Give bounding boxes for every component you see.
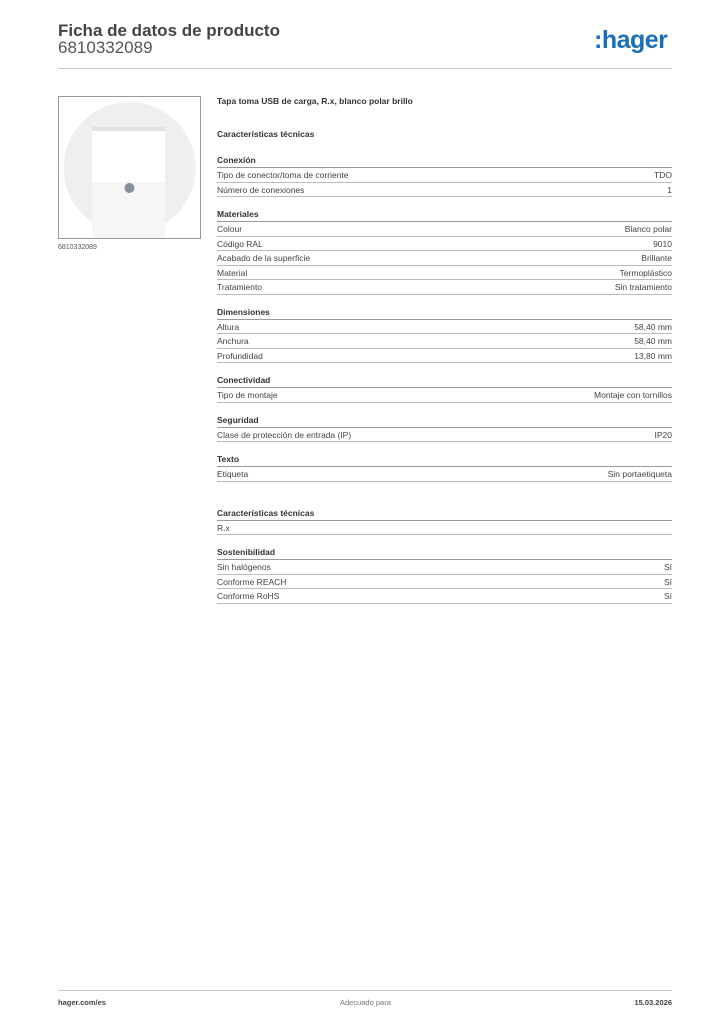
spec-group-title: Seguridad — [217, 413, 672, 428]
spec-value: Sin tratamiento — [614, 282, 672, 292]
spec-value: IP20 — [654, 429, 672, 440]
spec-label: R.x — [217, 522, 230, 533]
spec-value: 58,40 mm — [634, 321, 672, 332]
spec-row — [217, 560, 672, 575]
spec-row — [217, 388, 672, 403]
spec-value: Sí — [663, 591, 672, 601]
spec-row — [217, 428, 672, 443]
spec-label: Anchura — [217, 336, 249, 346]
spec-group-title: Conexión — [217, 153, 672, 168]
spec-group — [217, 413, 672, 443]
header-divider — [58, 68, 672, 69]
spec-value: Sin portaetiqueta — [607, 469, 672, 479]
spec-label: Conforme REACH — [217, 576, 287, 587]
spec-label: Sin halógenos — [217, 562, 271, 572]
spec-value: 9010 — [653, 238, 672, 249]
spec-group — [217, 207, 672, 295]
spec-label: Etiqueta — [217, 469, 249, 479]
spec-row — [217, 334, 672, 349]
spec-group-title: Texto — [217, 452, 672, 467]
spec-row — [217, 575, 672, 590]
section-title: Características técnicas — [217, 129, 315, 139]
spec-label: Altura — [217, 321, 240, 332]
footer-date: 15.03.2026 — [634, 998, 672, 1007]
spec-group-title: Materiales — [217, 207, 672, 222]
spec-row — [217, 251, 672, 266]
spec-row — [217, 222, 672, 237]
spec-label: Tratamiento — [217, 282, 263, 292]
spec-label: Colour — [217, 224, 243, 234]
spec-group — [217, 153, 672, 197]
spec-value: 13,80 mm — [634, 350, 672, 361]
hager-logo: :hager — [594, 26, 668, 54]
spec-value: Brillante — [641, 253, 672, 263]
spec-group-title: Conectividad — [217, 373, 672, 388]
spec-row — [217, 266, 672, 281]
product-code: 6810332089 — [58, 38, 153, 57]
spec-row — [217, 320, 672, 335]
footer-middle: Adecuado para — [340, 998, 391, 1007]
spec-value: TDO — [654, 170, 672, 180]
spec-row — [217, 467, 672, 482]
spec-value: Montaje con tornillos — [594, 390, 672, 400]
spec-label: Profundidad — [217, 350, 263, 361]
spec-row — [217, 183, 672, 198]
spec-row — [217, 280, 672, 295]
footer-divider — [58, 990, 672, 991]
spec-group — [217, 373, 672, 403]
spec-content — [217, 96, 672, 604]
spec-value: 1 — [667, 184, 672, 195]
spec-label: Código RAL — [217, 238, 263, 249]
product-name: Tapa toma USB de carga, R.x, blanco polar brillo — [217, 96, 413, 106]
spec-row — [217, 589, 672, 604]
spec-group — [217, 305, 672, 364]
spec-label: Clase de protección de entrada (IP) — [217, 429, 352, 440]
spec-group — [217, 452, 672, 482]
spec-group — [217, 545, 672, 604]
spec-value: 58,40 mm — [634, 336, 672, 346]
spec-label: Número de conexiones — [217, 184, 305, 195]
spec-label: Tipo de montaje — [217, 390, 278, 400]
spec-row — [217, 237, 672, 252]
spec-row — [217, 168, 672, 183]
spec-label: Material — [217, 267, 248, 278]
spec-label: Conforme RoHS — [217, 591, 280, 601]
spec-value: Sí — [663, 562, 672, 572]
image-caption: 6810332089 — [58, 244, 97, 251]
spec-group-title: Sostenibilidad — [217, 545, 672, 560]
footer-website[interactable]: hager.com/es — [58, 998, 106, 1007]
spec-group — [217, 506, 672, 536]
spec-label: Acabado de la superficie — [217, 253, 311, 263]
spec-row — [217, 521, 672, 536]
spec-value: Blanco polar — [624, 224, 672, 234]
spec-row — [217, 349, 672, 364]
spec-label: Tipo de conector/toma de corriente — [217, 170, 349, 180]
page-title: Ficha de datos de producto — [58, 21, 280, 40]
spec-value: Termoplástico — [619, 267, 672, 278]
spec-value: Sí — [663, 576, 672, 587]
product-image — [58, 96, 201, 239]
spec-group-title: Dimensiones — [217, 305, 672, 320]
spec-group-title: Características técnicas — [217, 506, 672, 521]
